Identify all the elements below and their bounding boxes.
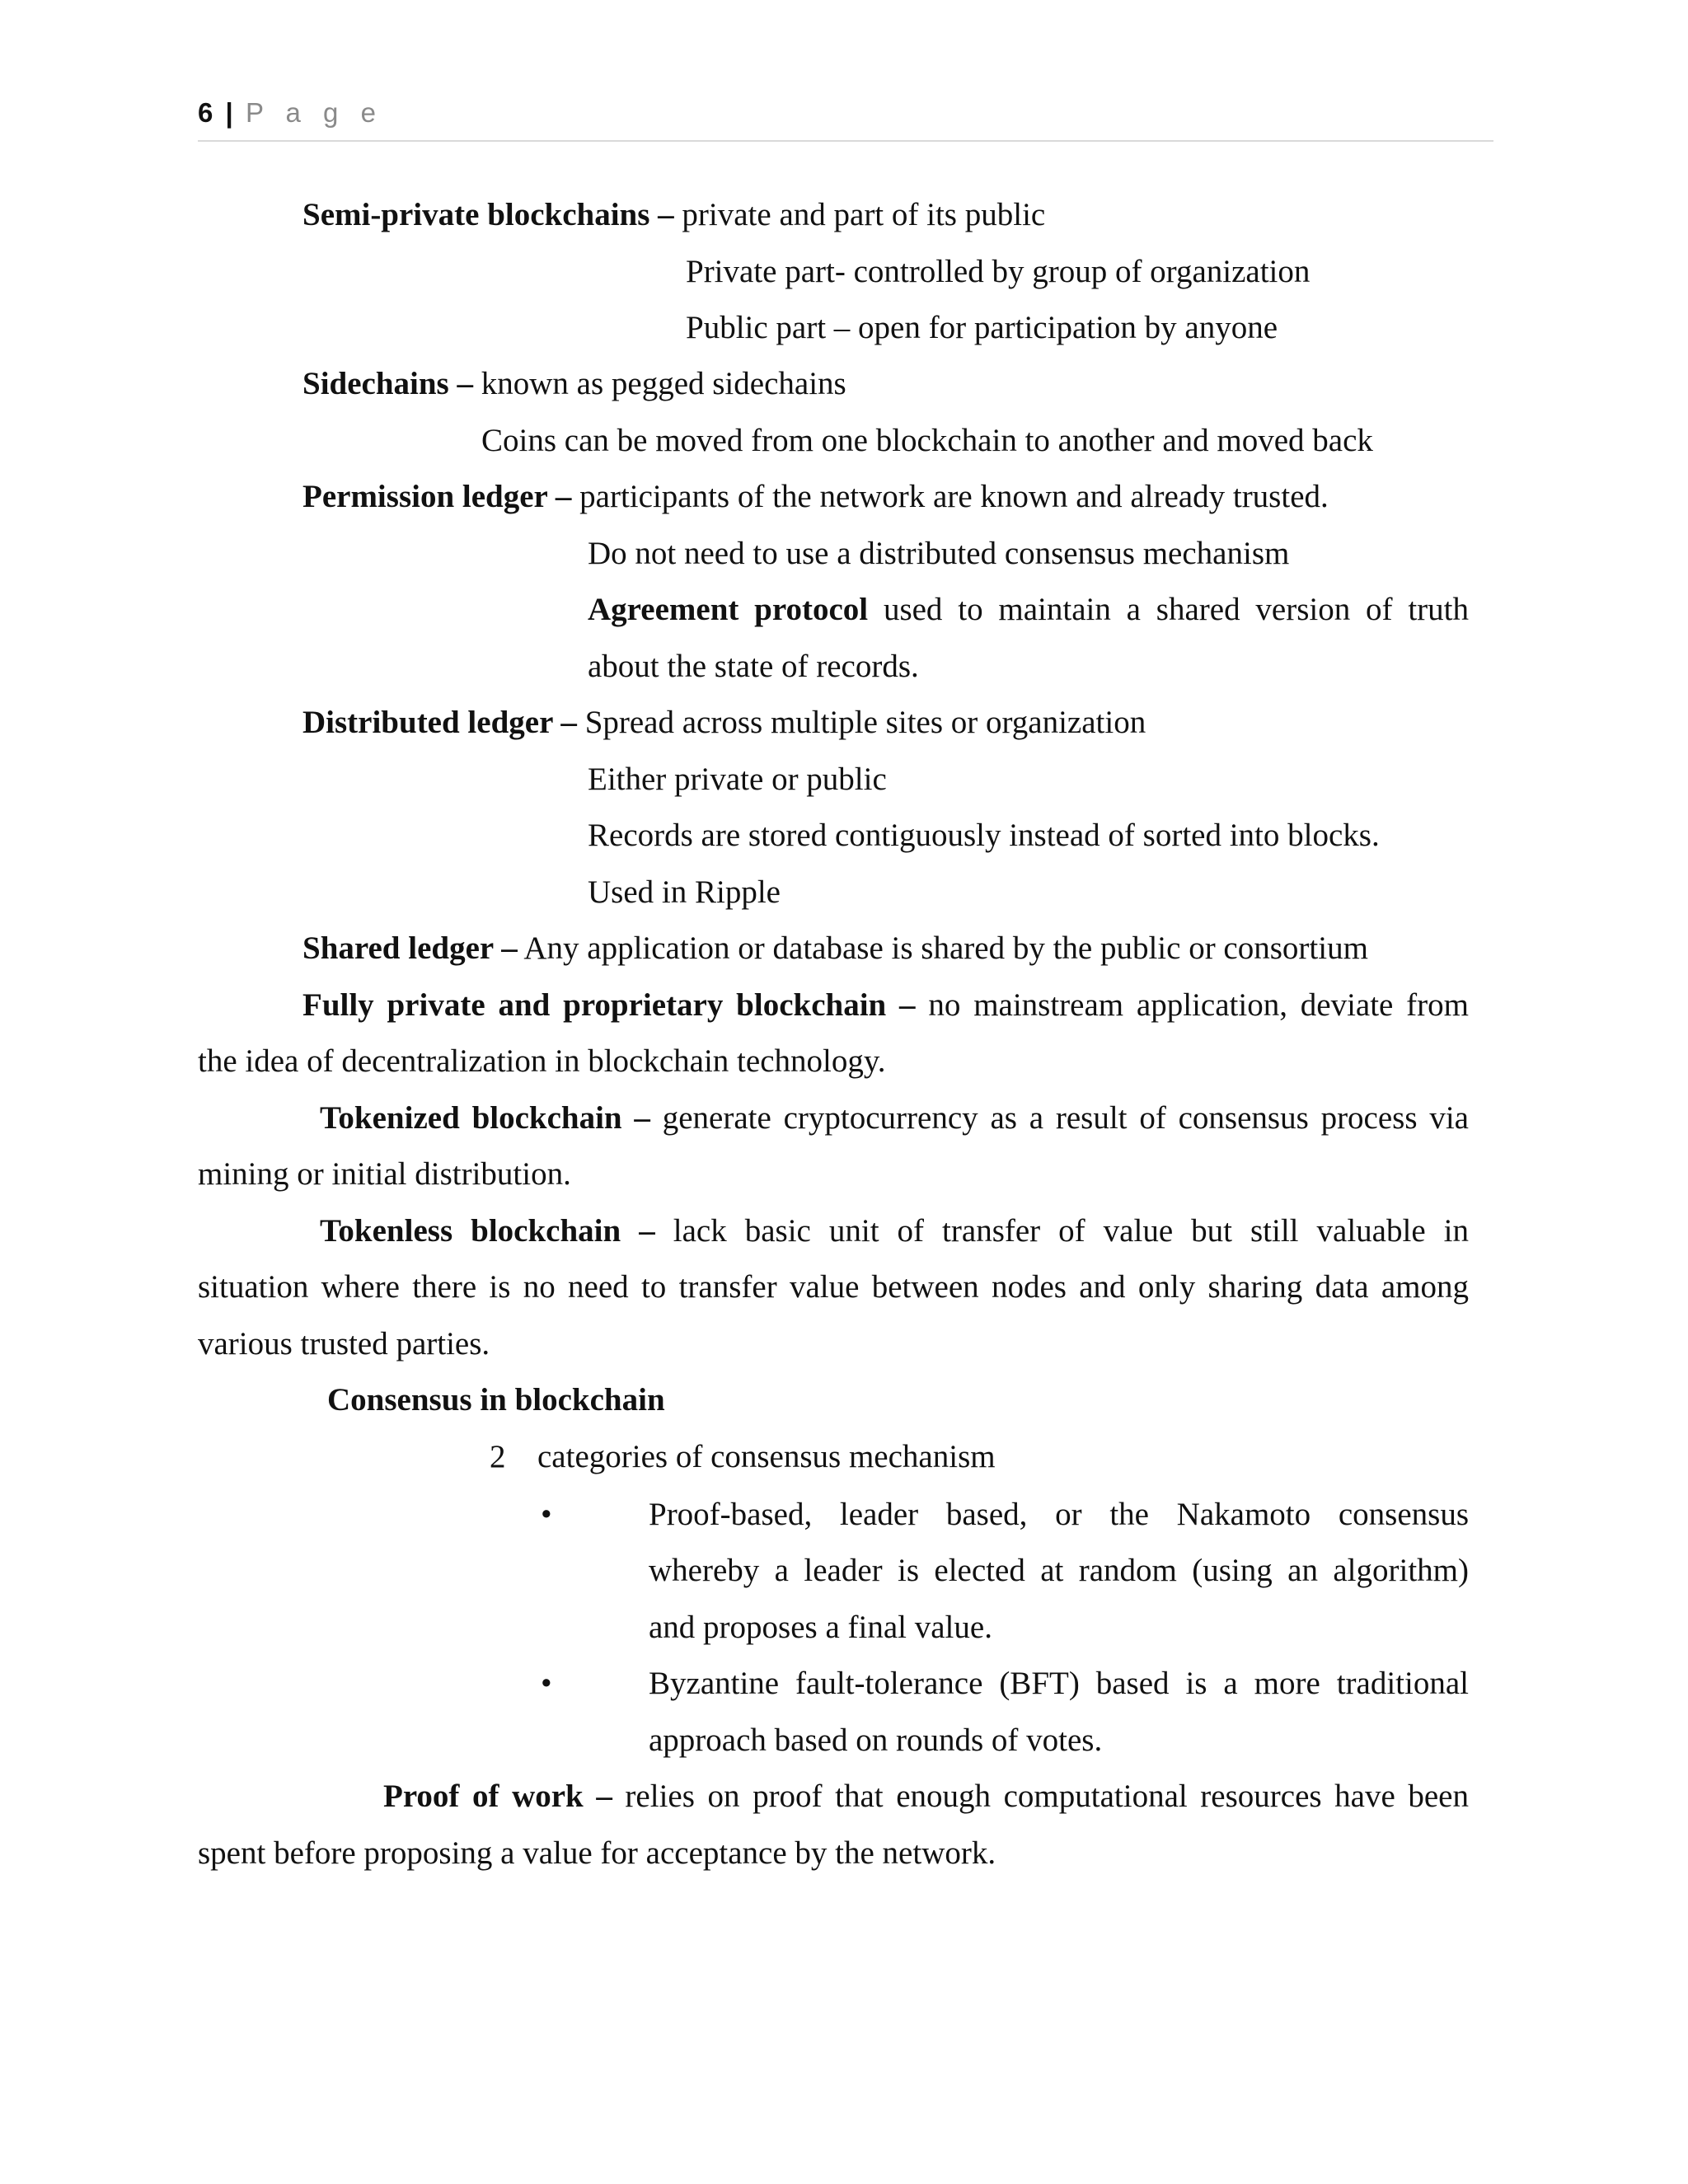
permission-term: Permission ledger –: [302, 479, 572, 514]
semi-private-line2: Private part- controlled by group of organization: [686, 254, 1311, 289]
tokenless-desc: lack basic unit of transfer of value but still valuable in: [654, 1213, 1469, 1249]
semi-private-line: [302, 194, 1045, 237]
fully-private-line: [302, 984, 1469, 1027]
tokenized-line2: mining or initial distribution.: [198, 1156, 571, 1192]
bullet2-line1: Byzantine fault-tolerance (BFT) based is a more traditional: [649, 1666, 1469, 1701]
bullet-icon: •: [541, 1666, 552, 1701]
agreement-line: [588, 588, 1469, 631]
tokenless-line3: various trusted parties.: [198, 1326, 490, 1361]
page-number: 6: [198, 97, 213, 128]
distributed-line2: Either private or public: [588, 762, 887, 797]
agreement-desc: used to maintain a shared version of truth: [868, 592, 1470, 627]
bullet1-line2: whereby a leader is elected at random (using an algorithm): [649, 1553, 1469, 1588]
tokenized-desc: generate cryptocurrency as a result of consensus process via: [649, 1100, 1469, 1136]
header-separator: |: [225, 97, 233, 128]
fully-private-line2: the idea of decentralization in blockchain technology.: [198, 1043, 886, 1079]
permission-desc: participants of the network are known and already trusted.: [571, 479, 1329, 514]
permission-line4: about the state of records.: [588, 649, 919, 684]
consensus-count-text: categories of consensus mechanism: [537, 1439, 996, 1474]
tokenized-term: Tokenized blockchain –: [320, 1100, 650, 1136]
distributed-desc: Spread across multiple sites or organization: [576, 705, 1146, 740]
proof-of-work-line: [383, 1775, 1469, 1818]
fully-private-term: Fully private and proprietary blockchain –: [302, 987, 916, 1023]
fully-private-desc: no mainstream application, deviate from: [915, 987, 1469, 1023]
page-word: P a g e: [245, 97, 383, 128]
distributed-term: Distributed ledger –: [302, 705, 577, 740]
tokenized-line: [320, 1097, 1469, 1140]
semi-private-desc: private and part of its public: [673, 197, 1046, 232]
distributed-line4: Used in Ripple: [588, 874, 781, 910]
permission-line: [302, 476, 1329, 518]
consensus-heading: Consensus in blockchain: [327, 1382, 665, 1418]
agreement-term: Agreement protocol: [588, 592, 869, 627]
tokenless-line: [320, 1210, 1469, 1253]
semi-private-line3: Public part – open for participation by anyone: [686, 310, 1278, 345]
distributed-line: [302, 701, 1146, 744]
page-header: [198, 97, 1493, 142]
permission-line2: Do not need to use a distributed consensus mechanism: [588, 536, 1290, 571]
proof-of-work-line2: spent before proposing a value for acceptance by the network.: [198, 1835, 996, 1871]
bullet2-line2: approach based on rounds of votes.: [649, 1722, 1103, 1758]
tokenless-term: Tokenless blockchain –: [320, 1213, 655, 1249]
proof-of-work-desc: relies on proof that enough computational resources have been: [612, 1779, 1469, 1814]
sidechains-line2: Coins can be moved from one blockchain to another and moved back: [481, 423, 1373, 458]
bullet-icon: •: [541, 1497, 552, 1532]
consensus-count: 2: [490, 1439, 506, 1474]
sidechains-term: Sidechains –: [302, 366, 473, 401]
sidechains-desc: known as pegged sidechains: [472, 366, 846, 401]
semi-private-term: Semi-private blockchains –: [302, 197, 674, 232]
bullet1-line1: Proof-based, leader based, or the Nakamoto consensus: [649, 1497, 1469, 1532]
shared-line: [302, 927, 1368, 970]
proof-of-work-term: Proof of work –: [383, 1779, 612, 1814]
distributed-line3: Records are stored contiguously instead of sorted into blocks.: [588, 818, 1380, 853]
shared-desc: Any application or database is shared by the public or consortium: [517, 930, 1368, 966]
bullet1-line3: and proposes a final value.: [649, 1610, 992, 1645]
sidechains-line: [302, 363, 846, 405]
shared-term: Shared ledger –: [302, 930, 518, 966]
tokenless-line2: situation where there is no need to transfer value between nodes and only sharing data among: [198, 1269, 1469, 1305]
